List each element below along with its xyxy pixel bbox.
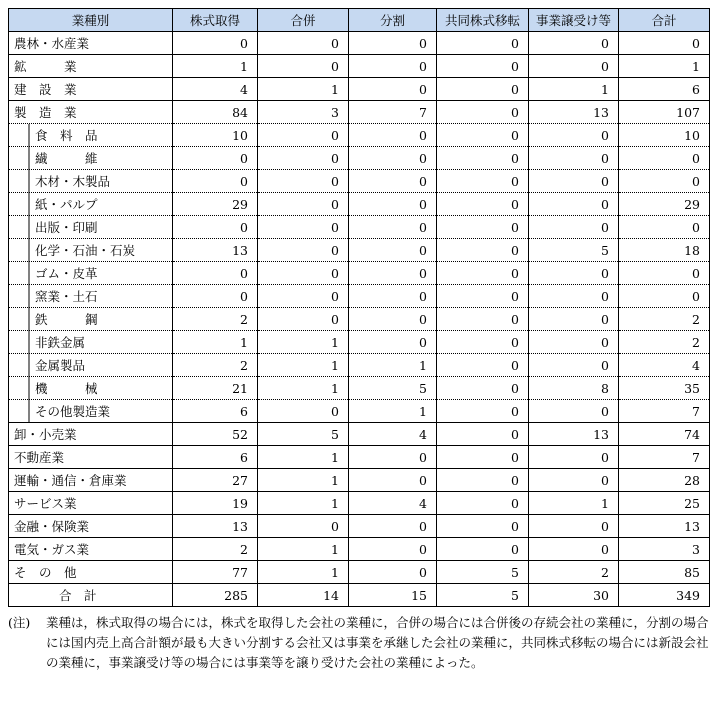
cell-value: 28 xyxy=(619,469,710,492)
cell-value: 0 xyxy=(437,308,529,331)
cell-value: 1 xyxy=(529,492,619,515)
cell-value: 0 xyxy=(529,515,619,538)
cell-value: 0 xyxy=(258,239,349,262)
cell-value: 0 xyxy=(349,331,437,354)
table-row xyxy=(9,147,710,170)
cell-value: 0 xyxy=(529,285,619,308)
row-label xyxy=(9,331,173,354)
cell-value: 5 xyxy=(437,584,529,607)
cell-value: 15 xyxy=(349,584,437,607)
cell-value: 0 xyxy=(437,285,529,308)
table-body xyxy=(9,32,710,607)
cell-value: 5 xyxy=(529,239,619,262)
row-label-text: ゴム・皮革 xyxy=(35,266,98,281)
cell-value: 0 xyxy=(173,216,258,239)
cell-value: 7 xyxy=(619,400,710,423)
cell-value: 0 xyxy=(437,32,529,55)
cell-value: 0 xyxy=(437,331,529,354)
table-row xyxy=(9,55,710,78)
cell-value: 52 xyxy=(173,423,258,446)
row-label xyxy=(9,377,173,400)
row-label xyxy=(9,216,173,239)
cell-value: 1 xyxy=(258,377,349,400)
cell-value: 5 xyxy=(437,561,529,584)
header-row xyxy=(9,9,710,32)
cell-value: 2 xyxy=(529,561,619,584)
cell-value: 1 xyxy=(349,400,437,423)
table-row xyxy=(9,101,710,124)
cell-value: 0 xyxy=(349,32,437,55)
footnote xyxy=(8,613,709,673)
cell-value: 0 xyxy=(349,561,437,584)
cell-value: 0 xyxy=(437,377,529,400)
row-label xyxy=(9,561,173,584)
row-label xyxy=(9,55,173,78)
header-industry: 業種別 xyxy=(9,9,173,32)
row-label-text: 木材・木製品 xyxy=(35,174,111,189)
table-row xyxy=(9,170,710,193)
cell-value: 7 xyxy=(349,101,437,124)
cell-value: 1 xyxy=(258,446,349,469)
cell-value: 0 xyxy=(619,147,710,170)
cell-value: 6 xyxy=(619,78,710,101)
table-row xyxy=(9,354,710,377)
row-label-text: 合 計 xyxy=(59,588,97,603)
row-label-text: 出版・印刷 xyxy=(35,220,98,235)
cell-value: 0 xyxy=(349,239,437,262)
cell-value: 0 xyxy=(437,101,529,124)
row-label xyxy=(9,124,173,147)
cell-value: 5 xyxy=(258,423,349,446)
row-label xyxy=(9,78,173,101)
row-label xyxy=(9,147,173,170)
cell-value: 0 xyxy=(349,124,437,147)
cell-value: 0 xyxy=(437,216,529,239)
cell-value: 13 xyxy=(529,423,619,446)
footnote-text: 業種は，株式取得の場合には，株式を取得した会社の業種に，合併の場合には合併後の存続会社の業種に，分割の場合には国内売上高合計額が最も大きい分割する会社又は事業を承継した会社の業種に，共同株式移転の場合には新設会社の業種に，事業譲受け等の場合には事業等を譲り受けた会社の業種によった。 xyxy=(46,615,709,670)
row-label xyxy=(9,400,173,423)
cell-value: 0 xyxy=(258,262,349,285)
table-row xyxy=(9,78,710,101)
cell-value: 13 xyxy=(173,239,258,262)
cell-value: 0 xyxy=(258,400,349,423)
cell-value: 5 xyxy=(349,377,437,400)
cell-value: 0 xyxy=(529,170,619,193)
cell-value: 18 xyxy=(619,239,710,262)
cell-value: 0 xyxy=(619,285,710,308)
row-label-text: そ の 他 xyxy=(14,565,77,580)
cell-value: 13 xyxy=(173,515,258,538)
cell-value: 0 xyxy=(529,262,619,285)
cell-value: 0 xyxy=(173,285,258,308)
cell-value: 0 xyxy=(349,170,437,193)
cell-value: 0 xyxy=(349,55,437,78)
row-label xyxy=(9,446,173,469)
cell-value: 0 xyxy=(619,262,710,285)
cell-value: 8 xyxy=(529,377,619,400)
cell-value: 107 xyxy=(619,101,710,124)
cell-value: 0 xyxy=(619,32,710,55)
cell-value: 1 xyxy=(173,55,258,78)
cell-value: 13 xyxy=(529,101,619,124)
cell-value: 4 xyxy=(349,492,437,515)
footnote-key: (注) xyxy=(8,615,31,630)
cell-value: 1 xyxy=(258,561,349,584)
header-total: 合計 xyxy=(619,9,710,32)
total-row xyxy=(9,584,710,607)
row-label xyxy=(9,239,173,262)
cell-value: 1 xyxy=(173,331,258,354)
cell-value: 0 xyxy=(349,308,437,331)
cell-value: 0 xyxy=(258,308,349,331)
table-row xyxy=(9,446,710,469)
cell-value: 1 xyxy=(258,78,349,101)
cell-value: 0 xyxy=(349,446,437,469)
cell-value: 0 xyxy=(437,492,529,515)
cell-value: 1 xyxy=(258,469,349,492)
cell-value: 0 xyxy=(173,262,258,285)
cell-value: 0 xyxy=(529,55,619,78)
cell-value: 0 xyxy=(437,515,529,538)
cell-value: 0 xyxy=(529,32,619,55)
cell-value: 25 xyxy=(619,492,710,515)
cell-value: 35 xyxy=(619,377,710,400)
cell-value: 1 xyxy=(258,331,349,354)
cell-value: 13 xyxy=(619,515,710,538)
cell-value: 0 xyxy=(258,216,349,239)
row-label-text: 窯業・土石 xyxy=(35,289,98,304)
cell-value: 1 xyxy=(258,492,349,515)
row-label xyxy=(9,492,173,515)
cell-value: 1 xyxy=(529,78,619,101)
row-label-text: 不動産業 xyxy=(14,450,65,465)
row-label xyxy=(9,285,173,308)
table-row xyxy=(9,515,710,538)
table-row xyxy=(9,308,710,331)
cell-value: 0 xyxy=(529,216,619,239)
row-label-text: 鉱 業 xyxy=(14,59,77,74)
table-container xyxy=(8,8,709,673)
cell-value: 2 xyxy=(619,308,710,331)
cell-value: 10 xyxy=(173,124,258,147)
row-label xyxy=(9,101,173,124)
row-label-text: 機 械 xyxy=(35,381,98,396)
cell-value: 0 xyxy=(349,515,437,538)
row-label xyxy=(9,32,173,55)
cell-value: 4 xyxy=(173,78,258,101)
cell-value: 6 xyxy=(173,400,258,423)
header-share-acquisition: 株式取得 xyxy=(173,9,258,32)
cell-value: 0 xyxy=(437,239,529,262)
row-label-text: 卸・小売業 xyxy=(14,427,77,442)
cell-value: 0 xyxy=(349,262,437,285)
cell-value: 0 xyxy=(529,147,619,170)
cell-value: 0 xyxy=(349,216,437,239)
cell-value: 85 xyxy=(619,561,710,584)
cell-value: 0 xyxy=(437,354,529,377)
table-row xyxy=(9,216,710,239)
cell-value: 0 xyxy=(437,262,529,285)
industry-table xyxy=(8,8,710,607)
cell-value: 0 xyxy=(173,147,258,170)
cell-value: 4 xyxy=(349,423,437,446)
row-label xyxy=(9,469,173,492)
header-merger: 合併 xyxy=(258,9,349,32)
cell-value: 0 xyxy=(529,400,619,423)
cell-value: 30 xyxy=(529,584,619,607)
cell-value: 0 xyxy=(437,78,529,101)
row-label xyxy=(9,538,173,561)
cell-value: 0 xyxy=(619,216,710,239)
row-label xyxy=(9,423,173,446)
cell-value: 74 xyxy=(619,423,710,446)
cell-value: 0 xyxy=(437,55,529,78)
cell-value: 6 xyxy=(173,446,258,469)
cell-value: 2 xyxy=(619,331,710,354)
row-label xyxy=(9,308,173,331)
cell-value: 0 xyxy=(258,55,349,78)
cell-value: 0 xyxy=(437,124,529,147)
row-label-text: 非鉄金属 xyxy=(35,335,86,350)
cell-value: 0 xyxy=(258,32,349,55)
cell-value: 3 xyxy=(619,538,710,561)
header-business-transfer: 事業譲受け等 xyxy=(529,9,619,32)
cell-value: 0 xyxy=(437,469,529,492)
table-row xyxy=(9,400,710,423)
cell-value: 0 xyxy=(529,446,619,469)
cell-value: 29 xyxy=(173,193,258,216)
row-label-text: 鉄 鋼 xyxy=(35,312,98,327)
row-label-text: 金融・保険業 xyxy=(14,519,90,534)
cell-value: 0 xyxy=(258,170,349,193)
table-row xyxy=(9,239,710,262)
cell-value: 0 xyxy=(349,193,437,216)
row-label-text: 電気・ガス業 xyxy=(14,542,90,557)
header-joint-share-transfer: 共同株式移転 xyxy=(437,9,529,32)
row-label-text: 金属製品 xyxy=(35,358,86,373)
row-label xyxy=(9,515,173,538)
table-row xyxy=(9,32,710,55)
cell-value: 0 xyxy=(258,147,349,170)
cell-value: 0 xyxy=(437,400,529,423)
table-row xyxy=(9,492,710,515)
cell-value: 3 xyxy=(258,101,349,124)
cell-value: 0 xyxy=(437,193,529,216)
cell-value: 0 xyxy=(619,170,710,193)
row-label-text: 化学・石油・石炭 xyxy=(35,243,136,258)
cell-value: 77 xyxy=(173,561,258,584)
header-split: 分割 xyxy=(349,9,437,32)
table-row xyxy=(9,538,710,561)
cell-value: 0 xyxy=(349,78,437,101)
row-label-text: 繊 維 xyxy=(35,151,98,166)
cell-value: 0 xyxy=(349,469,437,492)
row-label-text: 紙・パルプ xyxy=(35,197,98,212)
cell-value: 0 xyxy=(349,147,437,170)
cell-value: 0 xyxy=(529,193,619,216)
row-label xyxy=(9,262,173,285)
table-row xyxy=(9,285,710,308)
cell-value: 2 xyxy=(173,538,258,561)
cell-value: 0 xyxy=(258,193,349,216)
row-label-text: サービス業 xyxy=(14,496,77,511)
table-row xyxy=(9,423,710,446)
row-label-text: 建 設 業 xyxy=(14,82,77,97)
row-label-text: その他製造業 xyxy=(35,404,111,419)
table-row xyxy=(9,124,710,147)
cell-value: 0 xyxy=(529,538,619,561)
cell-value: 285 xyxy=(173,584,258,607)
cell-value: 1 xyxy=(619,55,710,78)
cell-value: 0 xyxy=(349,538,437,561)
cell-value: 7 xyxy=(619,446,710,469)
cell-value: 0 xyxy=(173,170,258,193)
table-row xyxy=(9,262,710,285)
cell-value: 21 xyxy=(173,377,258,400)
row-label-text: 食 料 品 xyxy=(35,128,98,143)
cell-value: 0 xyxy=(437,446,529,469)
cell-value: 1 xyxy=(258,538,349,561)
cell-value: 0 xyxy=(529,354,619,377)
table-row xyxy=(9,377,710,400)
cell-value: 10 xyxy=(619,124,710,147)
cell-value: 0 xyxy=(529,469,619,492)
cell-value: 0 xyxy=(529,331,619,354)
cell-value: 0 xyxy=(437,170,529,193)
table-row xyxy=(9,331,710,354)
cell-value: 27 xyxy=(173,469,258,492)
cell-value: 2 xyxy=(173,308,258,331)
row-label xyxy=(9,354,173,377)
cell-value: 14 xyxy=(258,584,349,607)
cell-value: 349 xyxy=(619,584,710,607)
row-label xyxy=(9,584,173,607)
row-label xyxy=(9,170,173,193)
cell-value: 0 xyxy=(349,285,437,308)
cell-value: 0 xyxy=(529,308,619,331)
table-row xyxy=(9,469,710,492)
cell-value: 0 xyxy=(437,423,529,446)
row-label xyxy=(9,193,173,216)
cell-value: 0 xyxy=(258,124,349,147)
cell-value: 0 xyxy=(258,515,349,538)
cell-value: 0 xyxy=(173,32,258,55)
table-row xyxy=(9,193,710,216)
table-row xyxy=(9,561,710,584)
cell-value: 2 xyxy=(173,354,258,377)
row-label-text: 運輸・通信・倉庫業 xyxy=(14,473,127,488)
cell-value: 19 xyxy=(173,492,258,515)
cell-value: 84 xyxy=(173,101,258,124)
cell-value: 29 xyxy=(619,193,710,216)
cell-value: 4 xyxy=(619,354,710,377)
row-label-text: 製 造 業 xyxy=(14,105,77,120)
cell-value: 0 xyxy=(437,147,529,170)
row-label-text: 農林・水産業 xyxy=(14,36,90,51)
cell-value: 1 xyxy=(258,354,349,377)
cell-value: 0 xyxy=(529,124,619,147)
cell-value: 0 xyxy=(258,285,349,308)
cell-value: 0 xyxy=(437,538,529,561)
cell-value: 1 xyxy=(349,354,437,377)
